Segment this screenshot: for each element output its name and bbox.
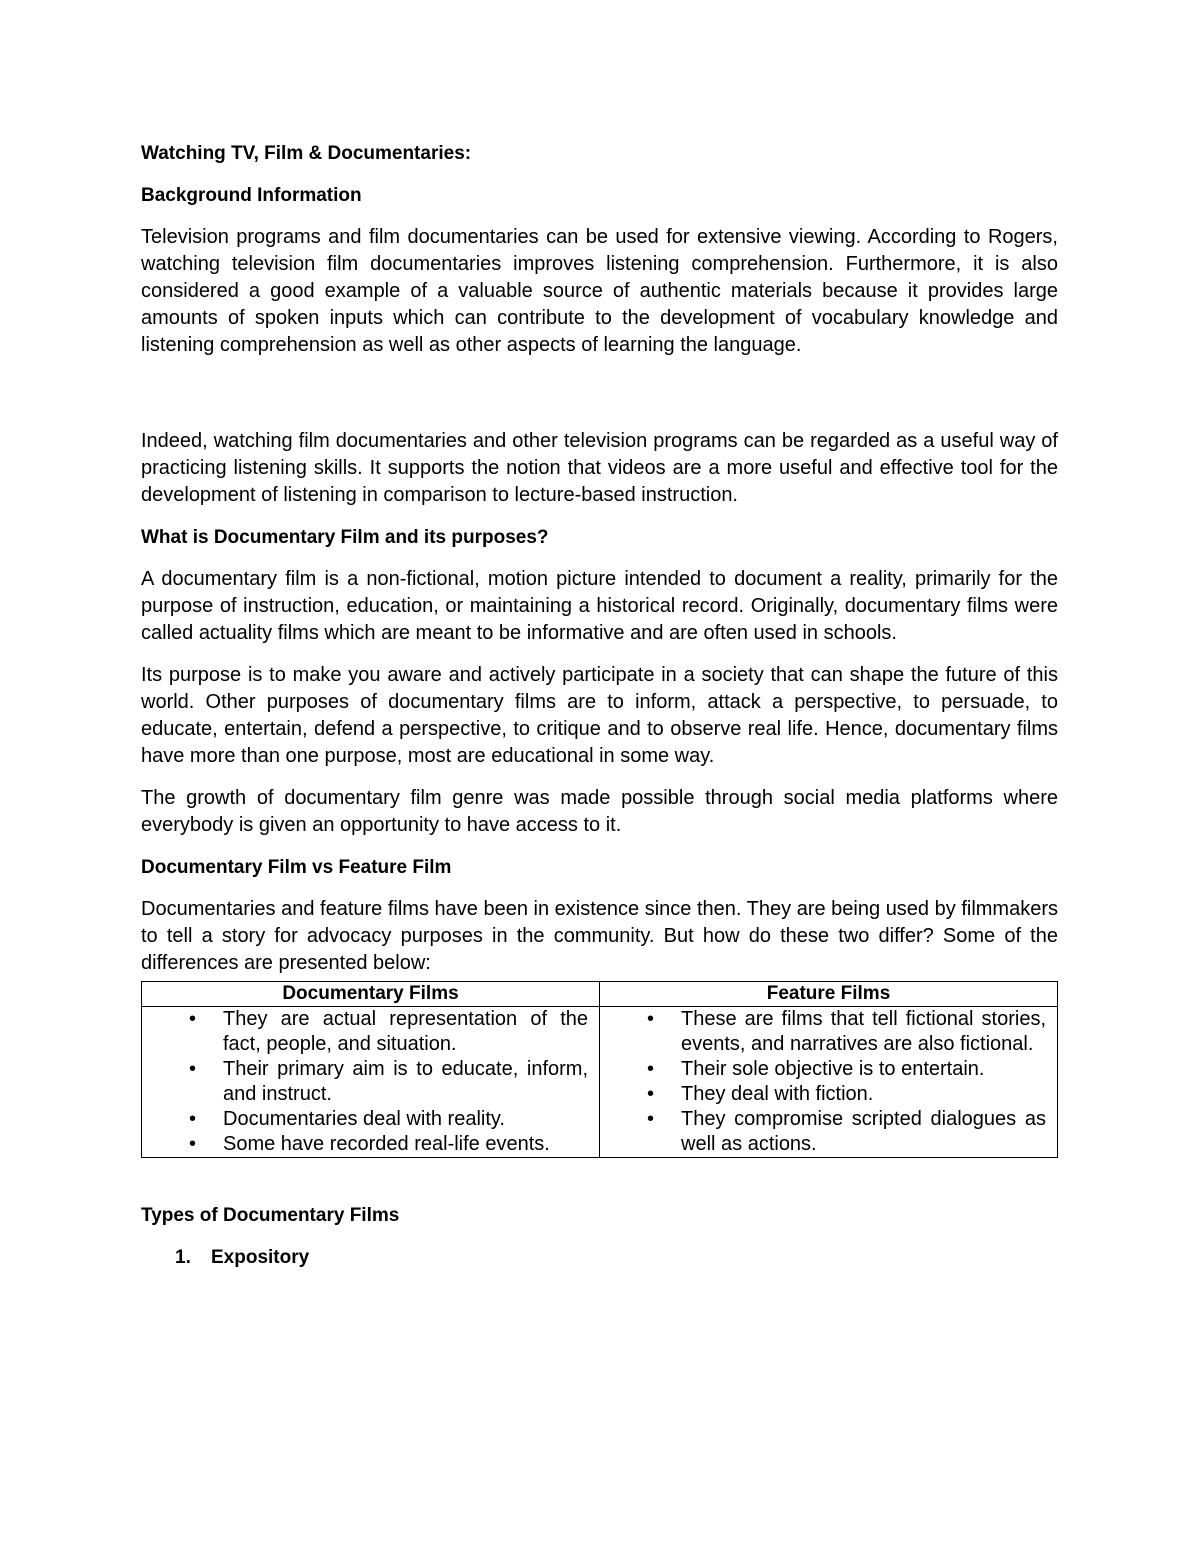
documentary-vs-feature-heading: Documentary Film vs Feature Film — [141, 857, 452, 878]
bullet-icon: • — [647, 1058, 655, 1080]
feature-films-header: Feature Films — [600, 982, 1058, 1007]
bullet-icon: • — [189, 1108, 197, 1130]
what-paragraph-2: Its purpose is to make you aware and actively participate in a society that can shape the future of this world. Other purposes of documentary films are to inform, attack a perspective, to persuade, to educate, entertain, defend a perspective, to critique and to observe real life. Hence, documentary films have more than one purpose, most are educational in some way. — [141, 664, 1058, 767]
list-item: • They are actual representation of the fact, people, and situation. — [189, 1008, 588, 1055]
list-item: • Their primary aim is to educate, inform, and instruct. — [189, 1058, 588, 1105]
background-paragraph-1: Television programs and film documentaries can be used for extensive viewing. According to Rogers, watching television film documentaries improves listening comprehension. Furthermore, it is also considered a good example of a valuable source of authentic materials because it provides large amounts of spoken inputs which can contribute to the development of vocabulary knowledge and listening comprehension as well as other aspects of learning the language. — [141, 226, 1058, 356]
background-paragraph-2: Indeed, watching film documentaries and other television programs can be regarded as a useful way of practicing listening skills. It supports the notion that videos are a more useful and effective tool for the development of listening in comparison to lecture-based instruction. — [141, 430, 1058, 506]
what-paragraph-1: A documentary film is a non-fictional, motion picture intended to document a reality, primarily for the purpose of instruction, education, or maintaining a historical record. Originally, documentary films were called actuality films which are meant to be informative and are often used in schools. — [141, 568, 1058, 644]
bullet-icon: • — [189, 1008, 197, 1030]
bullet-icon: • — [647, 1008, 655, 1030]
list-item: • They compromise scripted dialogues as well as actions. — [647, 1108, 1046, 1155]
list-item: • Documentaries deal with reality. — [189, 1108, 505, 1130]
what-is-documentary-heading: What is Documentary Film and its purposes? — [141, 527, 549, 548]
bullet-icon: • — [647, 1108, 655, 1130]
list-item: • Some have recorded real-life events. — [189, 1133, 550, 1155]
document-title: Watching TV, Film & Documentaries: — [141, 143, 472, 164]
types-of-documentary-heading: Types of Documentary Films — [141, 1205, 400, 1226]
table-header-row — [142, 982, 1058, 1007]
bullet-icon: • — [647, 1083, 655, 1105]
document-page — [141, 140, 1058, 1271]
paragraph-spacer — [141, 374, 1058, 428]
background-heading: Background Information — [141, 185, 362, 206]
list-item: • They deal with fiction. — [647, 1083, 874, 1105]
bullet-icon: • — [189, 1133, 197, 1155]
list-number: 1. — [175, 1247, 191, 1268]
table-row — [142, 1007, 1058, 1158]
documentary-films-header: Documentary Films — [142, 982, 600, 1007]
feature-films-cell — [600, 1007, 1058, 1158]
expository-label: Expository — [211, 1247, 310, 1268]
list-item: • Their sole objective is to entertain. — [647, 1058, 985, 1080]
bullet-icon: • — [189, 1058, 197, 1080]
numbered-list-item — [141, 1244, 1058, 1271]
documentary-films-list — [142, 1007, 588, 1157]
comparison-table — [141, 981, 1058, 1158]
list-item: • These are films that tell fictional stories, events, and narratives are also fictional. — [647, 1008, 1046, 1055]
feature-films-list — [600, 1007, 1046, 1157]
documentary-films-cell — [142, 1007, 600, 1158]
what-paragraph-3: The growth of documentary film genre was made possible through social media platforms where everybody is given an opportunity to have access to it. — [141, 787, 1058, 836]
vs-paragraph: Documentaries and feature films have been in existence since then. They are being used by filmmakers to tell a story for advocacy purposes in the community. But how do these two differ? Some of the differences are presented below: — [141, 898, 1058, 974]
